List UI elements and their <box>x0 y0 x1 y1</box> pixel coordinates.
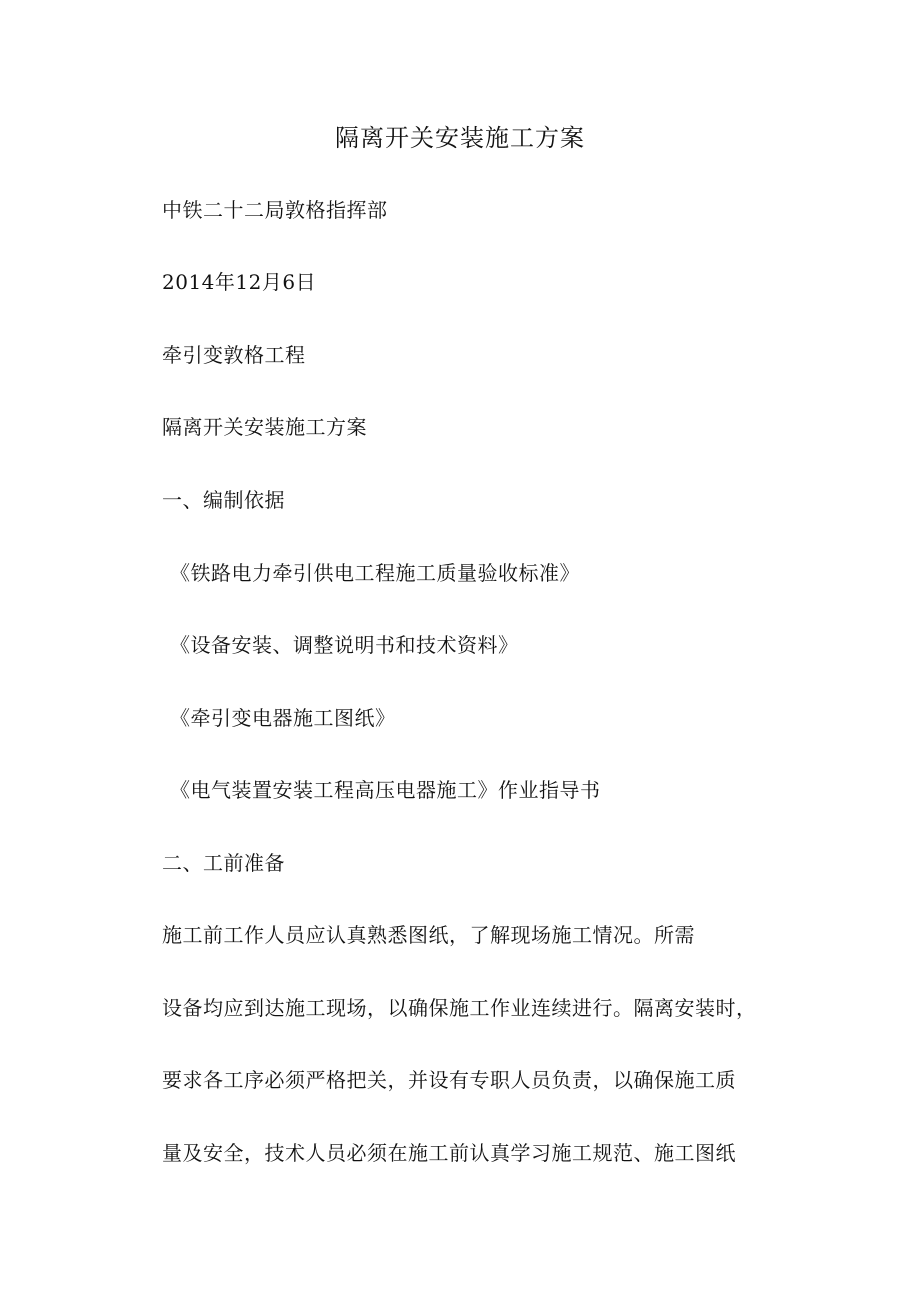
document-subtitle: 隔离开关安装施工方案 <box>162 415 367 439</box>
reference-item: 《电气装置安装工程高压电器施工》作业指导书 <box>170 778 601 802</box>
section-heading: 二、工前准备 <box>162 851 285 875</box>
project-name: 牵引变敦格工程 <box>162 343 306 367</box>
paragraph-line: 要求各工序必须严格把关，并设有专职人员负责，以确保施工质 <box>162 1068 736 1092</box>
paragraph-line: 量及安全，技术人员必须在施工前认真学习施工规范、施工图纸 <box>162 1141 736 1165</box>
document-title: 隔离开关安装施工方案 <box>335 124 585 152</box>
reference-item: 《铁路电力牵引供电工程施工质量验收标准》 <box>170 561 580 585</box>
paragraph-line: 施工前工作人员应认真熟悉图纸，了解现场施工情况。所需 <box>162 923 695 947</box>
document-date: 2014年12月6日 <box>162 270 317 294</box>
section-heading: 一、编制依据 <box>162 488 285 512</box>
paragraph-line: 设备均应到达施工现场，以确保施工作业连续进行。隔离安装时， <box>162 996 757 1020</box>
organization-name: 中铁二十二局敦格指挥部 <box>162 198 388 222</box>
reference-item: 《牵引变电器施工图纸》 <box>170 706 396 730</box>
reference-item: 《设备安装、调整说明书和技术资料》 <box>170 633 519 657</box>
